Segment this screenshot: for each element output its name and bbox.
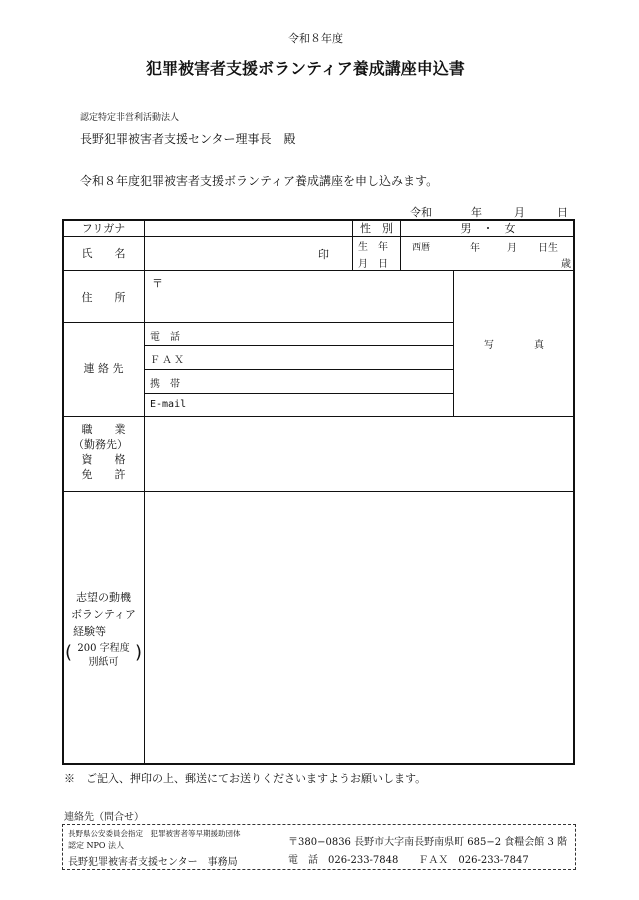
gender-options[interactable]: 男 ・ 女 bbox=[460, 222, 516, 235]
name-label: 氏 名 bbox=[81, 247, 126, 260]
dob-month-unit: 月 bbox=[507, 243, 517, 254]
date-year-unit: 年 bbox=[471, 206, 482, 219]
occupation-label: 職 業 （勤務先） 資 格 免 許 bbox=[73, 423, 128, 481]
contact-heading: 連絡先（問合せ） bbox=[64, 812, 144, 823]
mobile-label: 携 帯 bbox=[150, 379, 180, 390]
fax-label: ＦＡＸ bbox=[150, 355, 186, 366]
name-input[interactable] bbox=[148, 246, 308, 260]
date-era: 令和 bbox=[410, 206, 432, 219]
addressee-org-type: 認定特定非営利活動法人 bbox=[80, 113, 180, 123]
fax-input[interactable] bbox=[200, 350, 445, 364]
dob-label-2: 月 日 bbox=[358, 259, 388, 270]
contact-org-1: 長野県公安委員会指定 犯罪被害者等早期援助団体 bbox=[68, 829, 241, 838]
submission-note: ※ ご記入、押印の上、郵送にてお送りくださいますようお願いします。 bbox=[64, 772, 427, 785]
postal-mark: 〒 bbox=[152, 277, 163, 290]
date-day-unit: 日 bbox=[557, 206, 568, 219]
occupation-input[interactable] bbox=[150, 421, 570, 486]
dob-label-1: 生 年 bbox=[358, 242, 388, 253]
contact-org-3: 長野犯罪被害者支援センター 事務局 bbox=[68, 857, 238, 868]
age-unit: 歳 bbox=[561, 259, 571, 270]
phone-input[interactable] bbox=[200, 327, 445, 341]
furigana-input[interactable] bbox=[148, 222, 348, 235]
contact-phone-fax: 電 話 026-233-7848 ＦＡＸ 026-233-7847 bbox=[288, 855, 529, 866]
address-label: 住 所 bbox=[81, 291, 126, 304]
fiscal-year-line: 令和８年度 bbox=[288, 32, 343, 45]
application-statement: 令和８年度犯罪被害者支援ボランティア養成講座を申し込みます。 bbox=[80, 174, 439, 188]
mobile-input[interactable] bbox=[200, 374, 445, 388]
contact-address: 〒380−0836 長野市大字南長野南県町 685−2 食糧会館 3 階 bbox=[288, 837, 567, 848]
furigana-label: フリガナ bbox=[81, 222, 126, 235]
contact-label: 連 絡 先 bbox=[83, 362, 124, 375]
address-input[interactable] bbox=[150, 290, 448, 318]
dob-day-unit: 日生 bbox=[538, 243, 558, 254]
page-title: 犯罪被害者支援ボランティア養成講座申込書 bbox=[146, 59, 465, 78]
motivation-label: 志望の動機 ボランティア 経験等 ( 200 字程度 別紙可 ) bbox=[65, 591, 142, 668]
photo-area[interactable]: 写 真 bbox=[484, 340, 544, 351]
contact-org-2: 認定 NPO 法人 bbox=[68, 841, 125, 850]
addressee-name: 長野犯罪被害者支援センター理事長 殿 bbox=[80, 132, 296, 146]
seal-mark: 印 bbox=[318, 248, 329, 261]
date-month-unit: 月 bbox=[514, 206, 525, 219]
dob-era: 西暦 bbox=[412, 243, 431, 253]
email-label: E-mail bbox=[150, 399, 187, 410]
gender-label: 性 別 bbox=[360, 222, 393, 235]
motivation-input[interactable] bbox=[150, 497, 570, 759]
email-input[interactable] bbox=[200, 398, 445, 412]
dob-year-unit: 年 bbox=[470, 243, 480, 254]
phone-label: 電 話 bbox=[150, 332, 180, 343]
